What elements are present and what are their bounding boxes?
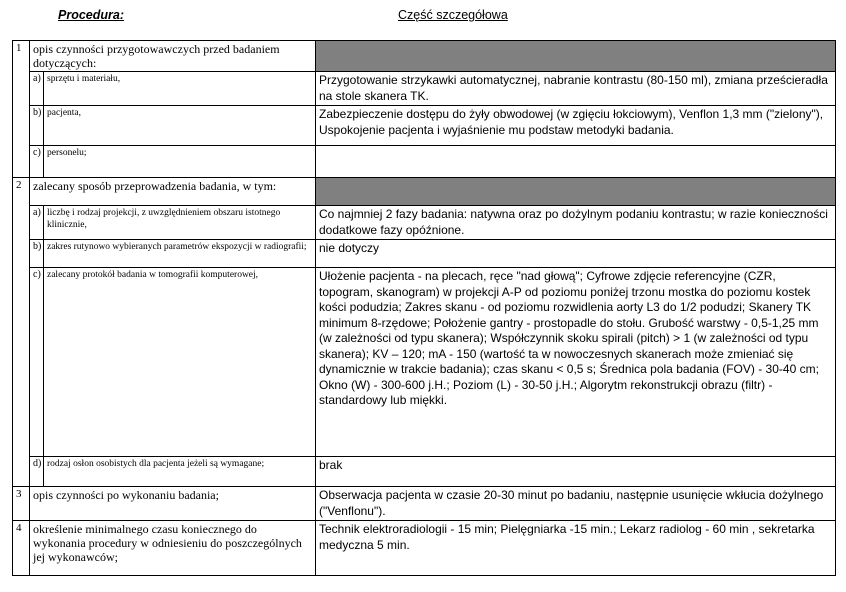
table-row xyxy=(13,457,836,487)
item-value: nie dotyczy xyxy=(316,240,836,268)
item-letter: d) xyxy=(30,457,44,487)
item-label: zalecany protokół badania w tomografii komputerowej, xyxy=(44,268,316,457)
section-3-row xyxy=(13,487,836,521)
part-label: Część szczegółowa xyxy=(398,8,508,22)
item-value xyxy=(316,146,836,178)
section-title: zalecany sposób przeprowadzenia badania, w tym: xyxy=(30,178,316,206)
item-value: Ułożenie pacjenta - na plecach, ręce "nad głową"; Cyfrowe zdjęcie referencyjne (CZR, topogram, skanogram) w projekcji A-P od poziomu poniżej trzonu mostka do poziomu kostek kości podudzia; Zakres skanu - od poziomu rozwidlenia aorty L3 do 1/2 podudzi; Skanery TK minimum 8-rzędowe; Położenie gantry - prostopadle do stołu. Grubość warstwy - 0,5-1,25 mm (w zależności od typu skanera); Współczynnik skoku spirali (pitch) > 1 (w zależności od typu skanera); KV – 120; mA - 150 (wartość ta w nowoczesnych skanerach może zmieniać się dynamicznie w trakcie badania); czas skanu < 0,5 s; Średnica pola badania (FOV) - 30-40 cm; Okno (W) - 300-600 j.H.; Poziom (L) - 30-50 j.H.; Algorytm rekonstrukcji obrazu (filtr) - standardowy lub miękki. xyxy=(316,268,836,457)
section-number: 3 xyxy=(13,487,30,521)
section-title: określenie minimalnego czasu koniecznego do wykonania procedury w odniesieniu do poszczególnych jej wykonawców; xyxy=(30,521,316,576)
table-row xyxy=(13,146,836,178)
table-row xyxy=(13,206,836,240)
section-title: opis czynności przygotowawczych przed badaniem dotyczących: xyxy=(30,41,316,72)
table-row xyxy=(13,106,836,146)
item-letter: b) xyxy=(30,240,44,268)
section-number: 1 xyxy=(13,41,30,178)
section-title: opis czynności po wykonaniu badania; xyxy=(30,487,316,521)
item-label: liczbę i rodzaj projekcji, z uwzględnieniem obszaru istotnego klinicznie, xyxy=(44,206,316,240)
procedure-table xyxy=(12,40,836,576)
section-4-row xyxy=(13,521,836,576)
item-value: Co najmniej 2 fazy badania: natywna oraz po dożylnym podaniu kontrastu; w razie konieczności dodatkowe fazy opóźnione. xyxy=(316,206,836,240)
table-row xyxy=(13,268,836,457)
item-label: personelu; xyxy=(44,146,316,178)
item-label: pacjenta, xyxy=(44,106,316,146)
item-label: sprzętu i materiału, xyxy=(44,72,316,106)
item-letter: b) xyxy=(30,106,44,146)
item-letter: c) xyxy=(30,268,44,457)
section-shaded-cell xyxy=(316,41,836,72)
item-letter: c) xyxy=(30,146,44,178)
section-number: 4 xyxy=(13,521,30,576)
section-value: Technik elektroradiologii - 15 min; Pielęgniarka -15 min.; Lekarz radiolog - 60 min , sekretarka medyczna 5 min. xyxy=(316,521,836,576)
section-number: 2 xyxy=(13,178,30,487)
table-row xyxy=(13,72,836,106)
procedure-label: Procedura: xyxy=(58,8,124,22)
table-row xyxy=(13,240,836,268)
item-label: rodzaj osłon osobistych dla pacjenta jeżeli są wymagane; xyxy=(44,457,316,487)
section-2-header-row xyxy=(13,178,836,206)
section-value: Obserwacja pacjenta w czasie 20-30 minut po badaniu, następnie usunięcie wkłucia dożylnego ("Venflonu"). xyxy=(316,487,836,521)
section-1-header-row xyxy=(13,41,836,72)
item-label: zakres rutynowo wybieranych parametrów ekspozycji w radiografii; xyxy=(44,240,316,268)
item-value: brak xyxy=(316,457,836,487)
item-value: Przygotowanie strzykawki automatycznej, nabranie kontrastu (80-150 ml), zmiana prześcieradła na stole skanera TK. xyxy=(316,72,836,106)
item-value: Zabezpieczenie dostępu do żyły obwodowej (w zgięciu łokciowym), Venflon 1,3 mm ("zielony"), Uspokojenie pacjenta i wyjaśnienie mu podstaw metodyki badania. xyxy=(316,106,836,146)
section-shaded-cell xyxy=(316,178,836,206)
item-letter: a) xyxy=(30,206,44,240)
item-letter: a) xyxy=(30,72,44,106)
